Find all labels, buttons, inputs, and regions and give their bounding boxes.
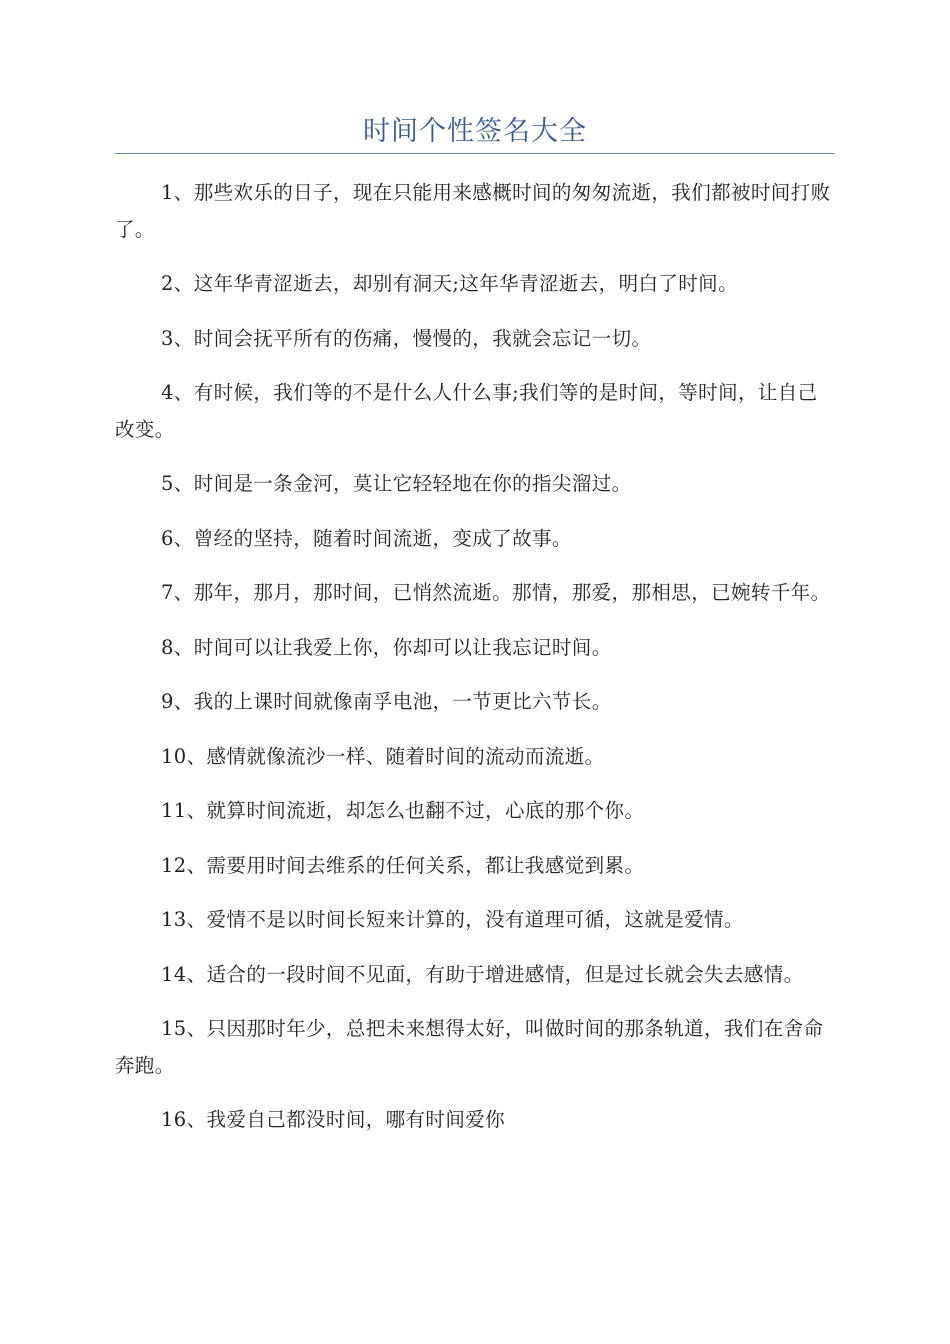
paragraph-13: 13、爱情不是以时间长短来计算的，没有道理可循，这就是爱情。	[161, 908, 744, 931]
paragraph-10: 10、感情就像流沙一样、随着时间的流动而流逝。	[161, 744, 605, 768]
paragraph-5: 5、时间是一条金河，莫让它轻轻地在你的指尖溜过。	[161, 472, 632, 495]
paragraph-16: 16、我爱自己都没时间，哪有时间爱你	[161, 1108, 506, 1131]
paragraph-11: 11、就算时间流逝，却怎么也翻不过，心底的那个你。	[161, 799, 645, 822]
title-underline	[115, 153, 835, 154]
paragraph-12: 12、需要用时间去维系的任何关系，都让我感觉到累。	[161, 853, 645, 877]
paragraph-9: 9、我的上课时间就像南孚电池，一节更比六节长。	[161, 690, 612, 713]
paragraph-14: 14、适合的一段时间不见面，有助于增进感情，但是过长就会失去感情。	[161, 962, 804, 986]
paragraph-3: 3、时间会抚平所有的伤痛，慢慢的，我就会忘记一切。	[161, 326, 652, 350]
paragraph-7: 7、那年，那月，那时间，已悄然流逝。那情，那爱，那相思，已婉转千年。	[161, 581, 831, 604]
paragraph-8: 8、时间可以让我爱上你，你却可以让我忘记时间。	[161, 635, 612, 659]
paragraph-2: 2、这年华青涩逝去，却别有洞天;这年华青涩逝去，明白了时间。	[161, 272, 738, 295]
paragraph-6: 6、曾经的坚持，随着时间流逝，变成了故事。	[161, 526, 572, 550]
paragraph-4: 4、有时候，我们等的不是什么人什么事;我们等的是时间，等时间，让自己改变。	[115, 381, 818, 441]
paragraph-15: 15、只因那时年少，总把未来想得太好，叫做时间的那条轨道，我们在舍命奔跑。	[115, 1017, 824, 1077]
document-body	[115, 175, 835, 1157]
paragraph-1: 1、那些欢乐的日子，现在只能用来感概时间的匆匆流逝，我们都被时间打败了。	[115, 181, 831, 241]
page-title: 时间个性签名大全	[363, 116, 587, 147]
